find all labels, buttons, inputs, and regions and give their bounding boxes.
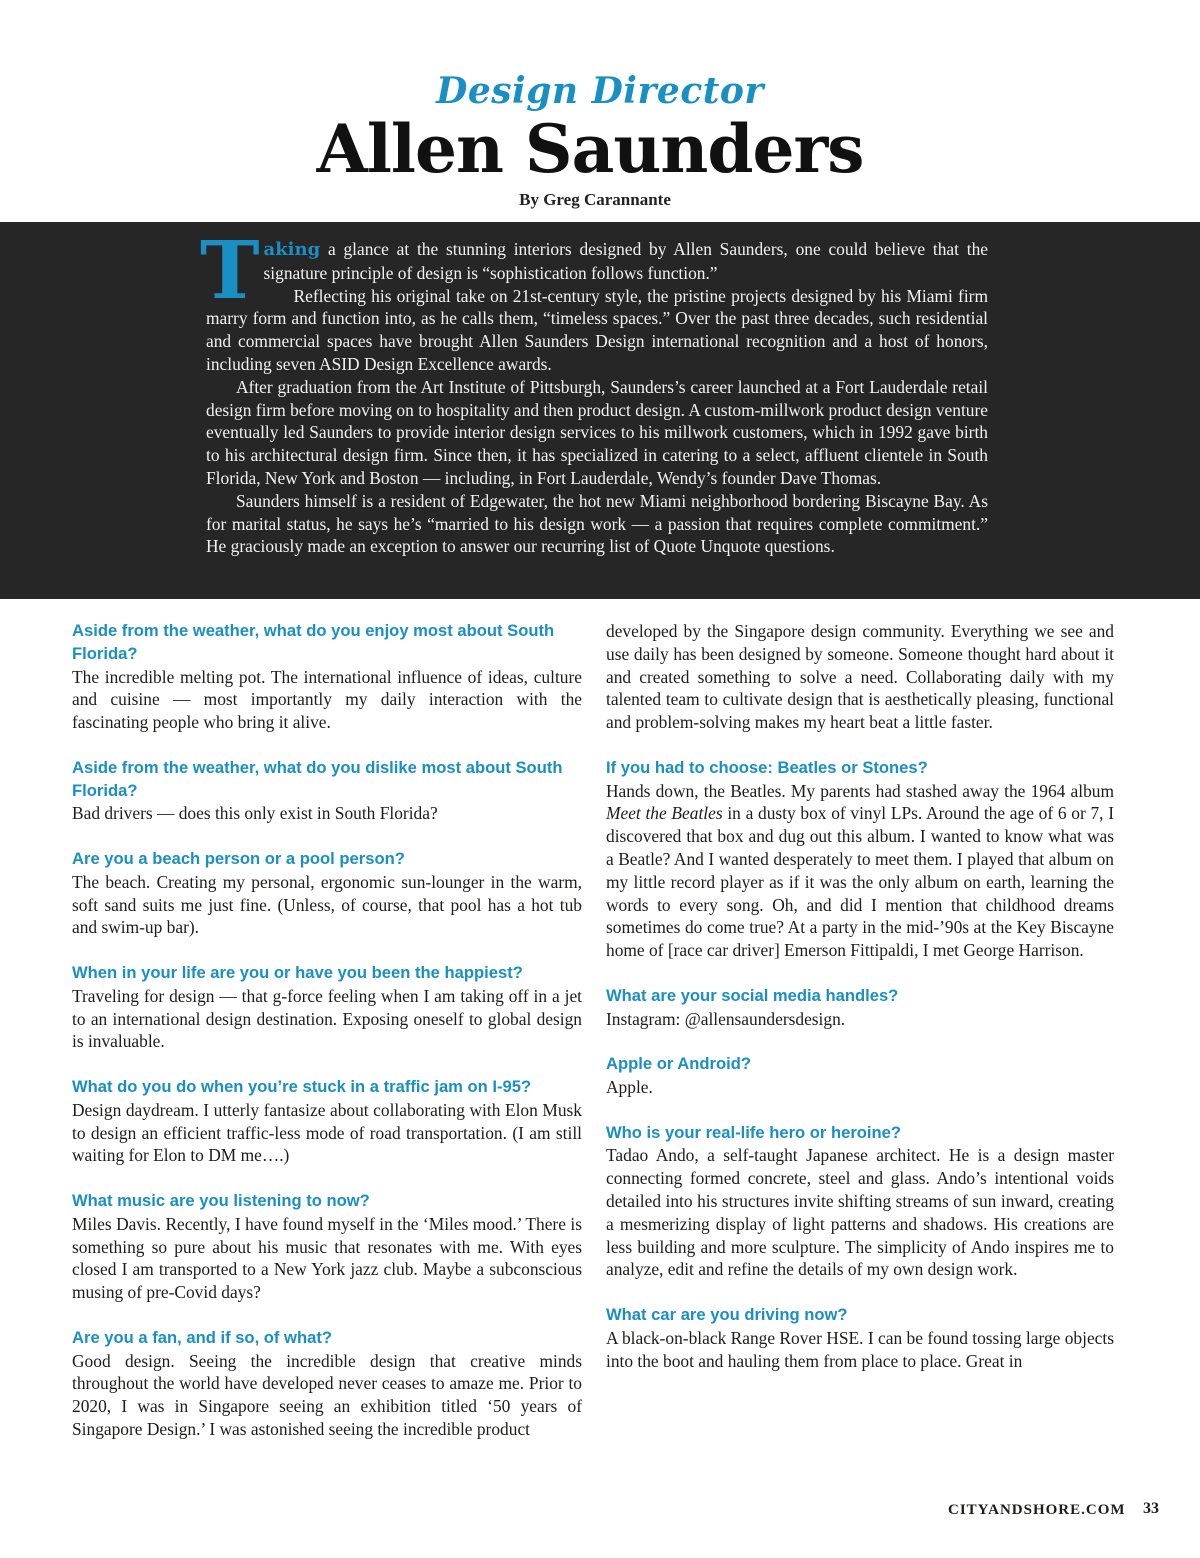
qa-item (72, 620, 582, 734)
qa-item (72, 1327, 582, 1441)
page-title: Allen Saunders (316, 110, 864, 188)
qa-item (606, 757, 1114, 962)
right-column (606, 620, 1114, 1395)
answer: The beach. Creating my personal, ergonomic sun-lounger in the warm, soft sand suits me just fine. (Unless, of course, that pool has a hot tub and swim-up bar). (72, 871, 582, 938)
answer: Traveling for design — that g-force feeling when I am taking off in a jet to an international design destination. Exposing oneself to global design is invaluable. (72, 985, 582, 1052)
drop-cap: T (200, 223, 260, 317)
intro-paragraph-text: a glance at the stunning interiors designed by Allen Saunders, one could believe that the signature principle of design is “sophistication follows function.” (263, 239, 988, 283)
answer: The incredible melting pot. The international influence of ideas, culture and cuisine — most importantly my daily interaction with the fascinating people who bring it alive. (72, 666, 582, 733)
answer: Apple. (606, 1076, 653, 1097)
question: If you had to choose: Beatles or Stones? (606, 757, 928, 777)
question: Are you a fan, and if so, of what? (72, 1327, 332, 1347)
qa-item (72, 1190, 582, 1304)
left-column (72, 620, 582, 1463)
album-title: Meet the Beatles (606, 803, 723, 824)
question: When in your life are you or have you been the happiest? (72, 962, 523, 982)
intro-paragraph (200, 223, 988, 317)
answer: Design daydream. I utterly fantasize about collaborating with Elon Musk to design an efficient traffic-less mode of road transportation. (I am still waiting for Elon to DM me….) (72, 1099, 582, 1166)
qa-item (72, 757, 582, 825)
qa-item (72, 1076, 582, 1167)
answer: Tadao Ando, a self-taught Japanese architect. He is a design master connecting formed concrete, steel and glass. Ando’s intentional voids detailed into his structures invite shifting streams of sun inward, creating a mesmerizing display of light patterns and shadows. His creations are less building and more sculpture. The simplicity of Ando inspires me to analyze, edit and refine the details of my own design work. (606, 1145, 1114, 1280)
lead-word: aking (263, 239, 321, 260)
question: What car are you driving now? (606, 1304, 848, 1324)
question: What do you do when you’re stuck in a traffic jam on I-95? (72, 1076, 532, 1096)
intro-paragraph: Saunders himself is a resident of Edgewater, the hot new Miami neighborhood bordering Biscayne Bay. As for marital status, he says he’s “married to his design work — a passion that requires complete commitment.” He graciously made an exception to answer our recurring list of Quote Unquote questions. (206, 490, 988, 557)
question: Aside from the weather, what do you dislike most about South Florida? (72, 757, 563, 800)
answer-text: Hands down, the Beatles. My parents had stashed away the 1964 album (606, 780, 1114, 801)
qa-item (606, 620, 1114, 734)
question: Who is your real-life hero or heroine? (606, 1122, 902, 1142)
answer: Good design. Seeing the incredible design that creative minds throughout the world have developed never ceases to amaze me. Prior to 2020, I was in Singapore seeing an exhibition titled ‘50 years of Singapore Design.’ I was astonished seeing the incredible product (72, 1350, 582, 1439)
qa-item (72, 962, 582, 1053)
answer: Instagram: @allensaundersdesign. (606, 1008, 846, 1029)
qa-item (606, 985, 1114, 1031)
intro-paragraph: Reflecting his original take on 21st-century style, the pristine projects designed by his Miami firm marry form and function into, as he calls them, “timeless spaces.” Over the past three decades, such residential and commercial spaces have brought Allen Saunders Design international recognition and a host of honors, including seven ASID Design Excellence awards. (206, 285, 988, 374)
answer: Miles Davis. Recently, I have found myself in the ‘Miles mood.’ There is something so pure about his music that resonates with me. With eyes closed I am transported to a New York jazz club. Maybe a subconscious musing of pre-Covid days? (72, 1213, 582, 1303)
question: Are you a beach person or a pool person? (72, 848, 405, 868)
qa-item (606, 1122, 1114, 1282)
answer: A black-on-black Range Rover HSE. I can be found tossing large objects into the boot and hauling them from place to place. Great in (606, 1327, 1114, 1371)
qa-item (606, 1304, 1114, 1372)
question: What music are you listening to now? (72, 1190, 370, 1210)
answer-text: in a dusty box of vinyl LPs. Around the age of 6 or 7, I discovered that box and dug out this album. I wanted to know what was a Beatle? And I wanted desperately to meet them. I played that album on my little record player as if it was the only album on earth, learning the words to every song. Oh, and did I mention that childhood dreams sometimes do come true? At a party in the mid-’90s at the Key Biscayne home of [race car driver] Emerson Fittipaldi, I met George Harrison. (606, 803, 1115, 961)
intro-paragraph: After graduation from the Art Institute of Pittsburgh, Saunders’s career launched at a Fort Lauderdale retail design firm before moving on to hospitality and then product design. A custom-millwork product design venture eventually led Saunders to provide interior design services to his millwork customers, which in 1992 gave birth to his architectural design firm. Since then, it has specialized in catering to a select, affluent clientele in South Florida, New York and Boston — including, in Fort Lauderdale, Wendy’s founder Dave Thomas. (206, 376, 988, 488)
footer-site: CITYANDSHORE.COM (948, 1502, 1126, 1518)
qa-item (72, 848, 582, 939)
kicker: Design Director (436, 70, 764, 112)
answer: Bad drivers — does this only exist in South Florida? (72, 803, 438, 824)
question: Aside from the weather, what do you enjoy most about South Florida? (72, 621, 555, 663)
question: Apple or Android? (606, 1054, 752, 1074)
answer-continuation: developed by the Singapore design community. Everything we see and use daily has been designed by someone. Someone thought hard about it and created something to solve a need. Collaborating daily with my talented team to cultivate design that is aesthetically pleasing, functional and problem-solving makes my heart beat a little faster. (606, 621, 1114, 733)
intro-text (200, 223, 988, 558)
byline: By Greg Carannante (519, 190, 671, 209)
answer (606, 780, 1114, 962)
qa-item (606, 1053, 1114, 1099)
page-number: 33 (1143, 1500, 1159, 1517)
question: What are your social media handles? (606, 985, 899, 1005)
